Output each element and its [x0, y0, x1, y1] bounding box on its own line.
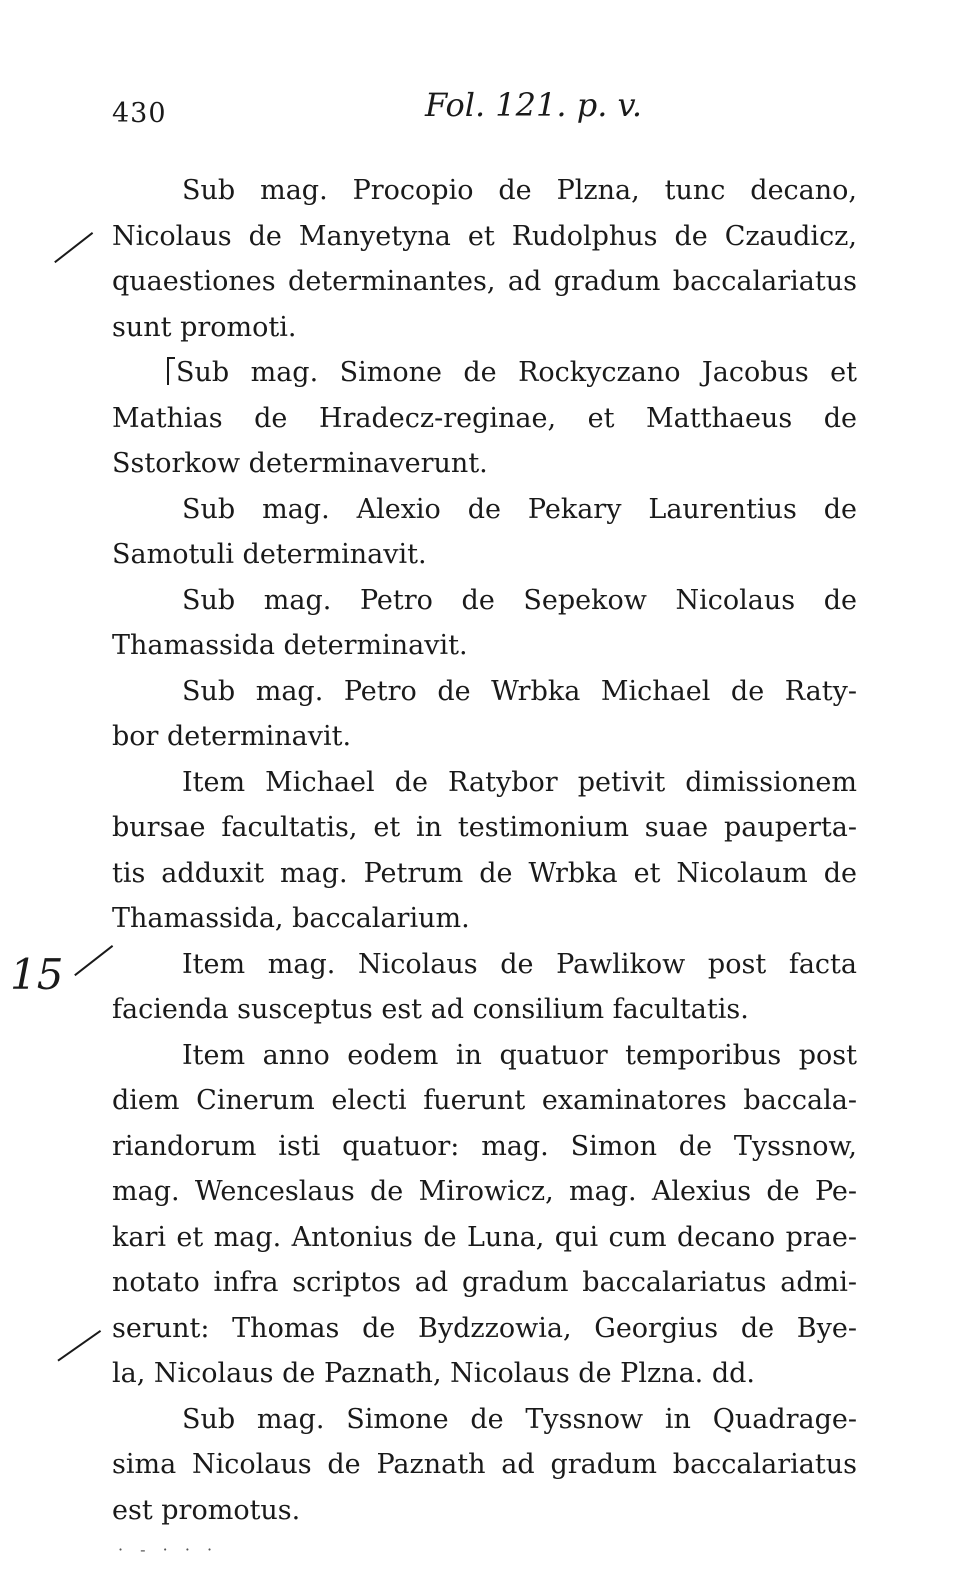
- text-line: quaestiones determinantes, ad gradum baccalariatus: [112, 266, 857, 297]
- text-line: Thamassida determinavit.: [112, 630, 468, 661]
- text-line: sima Nicolaus de Paznath ad gradum baccalariatus: [112, 1449, 857, 1480]
- text-line: Sub mag. Simone de Tyssnow in Quadrage-: [182, 1403, 857, 1435]
- text-line-content: Sub mag. Simone de Rockyczano Jacobus et: [176, 357, 857, 388]
- text-line: sunt promoti.: [112, 311, 297, 343]
- text-line: Item mag. Nicolaus de Pawlikow post facta: [182, 948, 857, 980]
- text-line: bor determinavit.: [112, 721, 352, 752]
- text-line: Thamassida, baccalarium.: [112, 903, 470, 934]
- margin-tick-1: [54, 232, 93, 263]
- text-line: Sub mag. Alexio de Pekary Laurentius de: [182, 493, 857, 525]
- bracket-mark: [167, 357, 175, 385]
- text-line: diem Cinerum electi fuerunt examinatores baccala-: [112, 1085, 857, 1116]
- text-line: notato infra scriptos ad gradum baccalariatus admi-: [112, 1267, 857, 1298]
- margin-note: 15: [10, 950, 64, 999]
- scan-speckles: · - · · ·: [118, 1540, 219, 1559]
- text-line: riandorum isti quatuor: mag. Simon de Tyssnow,: [112, 1130, 857, 1162]
- text-line: bursae facultatis, et in testimonium suae paupertа-: [112, 812, 857, 843]
- margin-tick-2: [74, 945, 113, 976]
- text-line: [112, 350, 857, 396]
- folio-note: Fol. 121. p. v.: [425, 86, 642, 124]
- text-line: est promotus.: [112, 1494, 301, 1526]
- text-line: mag. Wenceslaus de Mirowicz, mag. Alexius de Pe-: [112, 1176, 857, 1207]
- text-line: Sub mag. Petro de Sepekow Nicolaus de: [182, 584, 857, 616]
- text-line: Samotuli determinavit.: [112, 539, 427, 570]
- text-line: Sub mag. Petro de Wrbka Michael de Raty-: [182, 675, 857, 707]
- text-line: kari et mag. Antonius de Luna, qui cum decano prae-: [112, 1221, 857, 1253]
- text-line: Mathias de Hradecz-reginae, et Matthaeus de: [112, 402, 857, 434]
- text-line: Item anno eodem in quatuor temporibus post: [182, 1039, 857, 1071]
- page-number: 430: [112, 98, 167, 129]
- text-body: [112, 168, 857, 1533]
- margin-tick-3: [57, 1330, 101, 1361]
- text-line: facienda susceptus est ad consilium facultatis.: [112, 994, 749, 1025]
- text-line: Nicolaus de Manyetyna et Rudolphus de Czaudicz,: [112, 220, 857, 252]
- text-line: Sub mag. Procopio de Plzna, tunc decano,: [182, 175, 857, 206]
- text-line: Sstorkow determinaverunt.: [112, 448, 488, 479]
- text-line: la, Nicolaus de Paznath, Nicolaus de Plzna. dd.: [112, 1358, 755, 1389]
- text-line: tis adduxit mag. Petrum de Wrbka et Nicolaum de: [112, 857, 857, 889]
- text-line: serunt: Thomas de Bydzzowia, Georgius de Bye-: [112, 1312, 857, 1344]
- text-line: Item Michael de Ratybor petivit dimissionem: [182, 766, 857, 798]
